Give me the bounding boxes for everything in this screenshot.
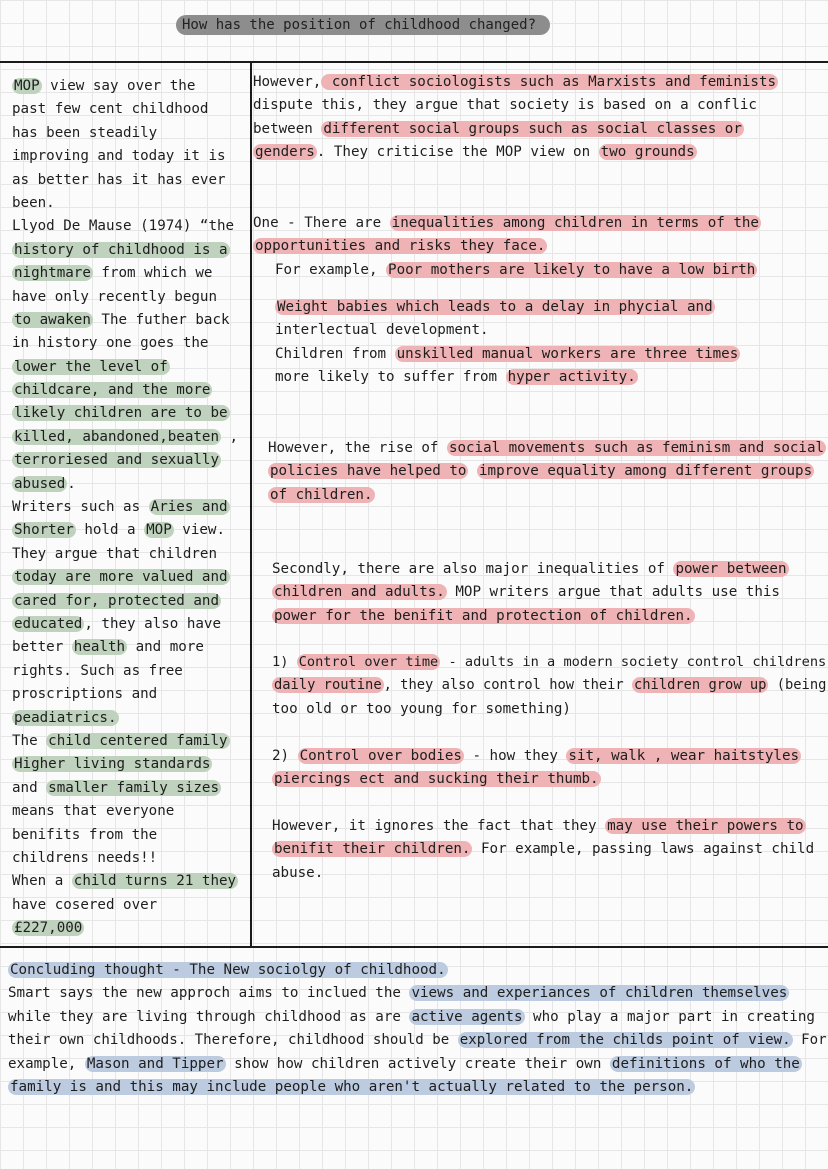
highlighted-text: may use their powers to — [607, 818, 804, 834]
right-column-line — [275, 366, 828, 389]
highlighted-text: explored from the childs point of view. — [459, 1032, 791, 1049]
text-segment: more likely to suffer from — [275, 369, 506, 386]
conclusion-section — [8, 959, 827, 1099]
highlighted-text: children and adults. — [274, 584, 445, 601]
left-column-line — [12, 847, 248, 870]
right-column-line — [272, 768, 828, 791]
left-column-line — [12, 519, 248, 542]
right-column-line — [253, 141, 828, 164]
left-column-line — [12, 145, 248, 168]
highlighted-text: hyper activity. — [507, 369, 636, 386]
conclusion-line — [8, 1029, 827, 1052]
left-column — [12, 75, 248, 940]
right-column-line — [275, 296, 828, 319]
highlighted-text: terroriesed and sexually — [14, 452, 219, 469]
text-segment: means that everyone — [12, 803, 175, 820]
highlighted-text: piercings ect and sucking their thumb. — [274, 771, 599, 788]
right-column-line — [272, 815, 828, 838]
right-block-1 — [253, 71, 828, 165]
text-segment: show how children actively create their own — [225, 1055, 610, 1072]
highlighted-text: two grounds — [600, 144, 695, 161]
right-block-4 — [275, 296, 828, 390]
highlighted-text: different social groups such as social classes or — [323, 120, 742, 137]
text-segment: rights. Such as free — [12, 662, 183, 679]
text-segment: , they also have — [84, 615, 222, 632]
column-divider — [250, 61, 252, 947]
text-segment: between — [253, 120, 322, 137]
text-segment: interlectual development. — [275, 322, 489, 339]
text-segment: dispute this, they argue that society is based on a conflic — [253, 97, 757, 114]
text-segment: 1) — [272, 654, 297, 670]
left-column-line — [12, 800, 248, 823]
left-column-line — [12, 473, 248, 496]
text-segment: However, it ignores the fact that they — [272, 818, 606, 834]
text-segment: They argue that children — [12, 545, 217, 562]
right-column-line — [253, 94, 828, 117]
text-segment: proscriptions and — [12, 686, 158, 703]
text-segment: example, — [8, 1055, 85, 1072]
highlighted-text: smaller family sizes — [48, 779, 220, 796]
left-column-line — [12, 169, 248, 192]
text-segment — [468, 463, 477, 479]
highlighted-text: sit, walk , wear haitstyles — [568, 748, 800, 764]
right-column-line — [253, 71, 828, 94]
highlighted-text: health — [73, 639, 126, 656]
text-segment: view. — [173, 522, 226, 539]
right-column-line — [272, 838, 828, 861]
text-segment: When a — [12, 873, 72, 890]
highlighted-text: today are more valued and — [14, 569, 228, 586]
left-column-line — [12, 590, 248, 613]
right-column-line — [268, 484, 828, 507]
text-segment: . — [67, 475, 76, 492]
left-column-line — [12, 496, 248, 519]
right-column-line — [253, 235, 828, 258]
text-segment: One - There are — [253, 215, 390, 231]
text-segment: has been steadily — [12, 124, 158, 141]
conclusion-line — [8, 1076, 824, 1099]
highlighted-text: daily routine — [274, 677, 382, 694]
left-column-line — [12, 286, 248, 309]
highlighted-text: children grow up — [633, 677, 767, 694]
text-segment: , they also control how their — [383, 677, 632, 694]
left-column-line — [12, 777, 248, 800]
highlighted-text: abused — [14, 475, 66, 492]
highlighted-text: lower the level of — [14, 358, 168, 375]
text-segment: benifits from the — [12, 826, 158, 843]
highlighted-text: social movements such as feminism and social — [448, 440, 824, 456]
highlighted-text: cared for, protected and — [14, 592, 219, 609]
text-segment: too old or too young for something) — [272, 700, 571, 717]
left-column-line — [12, 566, 248, 589]
text-segment: The futher back — [92, 311, 230, 328]
highlighted-text: MOP — [14, 78, 40, 94]
highlighted-text: MOP — [146, 522, 172, 539]
text-segment: . They criticise the MOP view on — [316, 144, 599, 161]
highlighted-text: educated — [14, 615, 83, 632]
text-segment: Writers such as — [12, 499, 149, 516]
left-column-line — [12, 122, 248, 145]
highlighted-text: child turns 21 they — [73, 873, 237, 890]
right-column-line — [272, 605, 828, 628]
left-column-line — [12, 870, 248, 893]
text-segment: and — [12, 779, 47, 796]
text-segment: Children from — [275, 345, 395, 362]
left-column-line — [12, 917, 248, 940]
text-segment: 2) — [272, 748, 298, 764]
left-column-line — [12, 683, 248, 706]
right-column-line — [275, 259, 828, 282]
top-divider — [0, 61, 828, 63]
text-segment: For example, — [275, 262, 387, 278]
left-column-line — [12, 824, 248, 847]
left-column-line — [12, 215, 248, 238]
highlighted-text: opportunities and risks they face. — [255, 238, 546, 255]
right-block-9 — [272, 815, 828, 885]
highlighted-text: Weight babies which leads to a delay in phycial and — [277, 299, 713, 315]
conclusion-line — [8, 1053, 824, 1076]
text-segment: MOP writers argue that adults use this — [446, 584, 780, 601]
text-segment: better — [12, 639, 72, 656]
highlighted-text: definitions of who the — [611, 1055, 800, 1072]
highlighted-text: Poor mothers are likely to have a low birth — [388, 262, 756, 278]
highlighted-text: history of childhood is a — [14, 241, 228, 258]
left-column-line — [12, 402, 248, 425]
page-title: How has the position of childhood changed? — [176, 15, 550, 35]
right-column-line — [272, 651, 828, 674]
text-segment: Secondly, there are also major inequalities of — [272, 561, 674, 577]
highlighted-text: childcare, and the more — [14, 382, 211, 399]
text-segment: hold a — [75, 522, 145, 539]
highlighted-text: conflict sociologists such as Marxists and feminists — [323, 74, 777, 90]
highlighted-text: Mason and Tipper — [86, 1055, 224, 1072]
left-column-line — [12, 753, 248, 776]
text-segment: improving and today it is — [12, 148, 226, 165]
highlighted-text: views and experiances of children themselves — [411, 985, 788, 1002]
text-segment: - adults in a modern society control childrens — [440, 654, 827, 670]
bottom-divider — [0, 946, 828, 948]
left-column-line — [12, 192, 248, 215]
highlighted-text: child centered family — [48, 732, 228, 749]
text-segment: who play a major part in creating — [524, 1008, 815, 1025]
right-column-line — [272, 558, 828, 581]
highlighted-text: peadiatrics. — [14, 709, 117, 726]
conclusion-line — [8, 982, 824, 1005]
right-block-6 — [272, 558, 828, 628]
text-segment: However, — [253, 74, 322, 90]
left-column-line — [12, 660, 248, 683]
right-column-line — [272, 698, 828, 721]
left-column-line — [12, 239, 248, 262]
right-column-line — [253, 212, 828, 235]
right-column-line — [275, 319, 828, 342]
text-segment: view say over the — [41, 78, 196, 94]
left-column-line — [12, 613, 248, 636]
text-segment: (being — [768, 677, 827, 694]
left-column-line — [12, 262, 248, 285]
text-segment: as better has it has ever — [12, 171, 226, 188]
highlighted-text: inequalities among children in terms of the — [391, 215, 759, 231]
text-segment: Smart says the new approch aims to inclued the — [8, 985, 410, 1002]
text-segment: from which we — [92, 265, 213, 282]
right-column-line — [272, 745, 828, 768]
text-segment: their own childhoods. Therefore, childhood should be — [8, 1032, 458, 1049]
right-column-line — [272, 674, 828, 697]
text-segment: past few cent childhood — [12, 101, 209, 118]
right-block-2 — [253, 212, 828, 259]
highlighted-text: genders — [255, 144, 315, 161]
text-segment: Llyod De Mause (1974) “the — [12, 218, 235, 235]
highlighted-text: to awaken — [14, 311, 91, 328]
left-column-line — [12, 356, 248, 379]
highlighted-text: Higher living standards — [14, 756, 211, 773]
text-segment: childrens needs!! — [12, 849, 158, 866]
conclusion-line — [8, 1006, 824, 1029]
left-column-line — [12, 309, 248, 332]
highlighted-text: unskilled manual workers are three times — [396, 345, 739, 362]
left-column-line — [12, 543, 248, 566]
highlighted-text: nightmare — [14, 265, 91, 282]
text-segment: , — [221, 428, 239, 445]
right-column-line — [272, 581, 828, 604]
highlighted-text: of children. — [270, 486, 373, 503]
highlighted-text: Shorter — [14, 522, 74, 539]
highlighted-text: improve equality among different groups — [479, 463, 813, 480]
text-segment: abuse. — [272, 864, 324, 881]
highlighted-text: Control over bodies — [299, 748, 462, 764]
highlighted-text: benifit their children. — [274, 841, 471, 858]
right-block-3 — [275, 259, 828, 282]
text-segment: have only recently begun — [12, 288, 217, 305]
left-column-line — [12, 75, 248, 98]
right-block-8 — [272, 745, 828, 792]
right-column-line — [275, 343, 828, 366]
text-segment: The — [12, 732, 47, 749]
highlighted-text: power for the benifit and protection of children. — [274, 607, 693, 624]
highlighted-text: Aries and — [150, 499, 228, 516]
left-column-line — [12, 426, 248, 449]
text-segment: been. — [12, 194, 55, 211]
highlighted-text: family is and this may include people who aren't actually related to the person. — [10, 1078, 694, 1095]
highlighted-text: active agents — [411, 1008, 523, 1025]
text-segment: For — [792, 1032, 827, 1049]
left-column-line — [12, 449, 248, 472]
right-block-7 — [272, 651, 828, 721]
highlighted-text: policies have helped to — [270, 463, 467, 480]
left-column-line — [12, 636, 248, 659]
text-segment: - how they — [463, 748, 567, 764]
right-column-line — [272, 862, 828, 885]
right-column-line — [268, 437, 828, 460]
left-column-line — [12, 332, 248, 355]
left-column-line — [12, 730, 248, 753]
left-column-line — [12, 894, 248, 917]
text-segment: while they are living through childhood as are — [8, 1008, 410, 1025]
text-segment: in history one goes the — [12, 335, 209, 352]
text-segment: and more — [127, 639, 204, 656]
right-column-line — [253, 118, 828, 141]
left-column-line — [12, 707, 248, 730]
highlighted-text: likely children are to be — [14, 405, 228, 422]
highlighted-text: killed, abandoned,beaten — [14, 428, 219, 445]
highlighted-text: power between — [675, 561, 787, 577]
right-block-5 — [268, 437, 828, 507]
highlighted-text: Control over time — [298, 654, 439, 670]
left-column-line — [12, 98, 248, 121]
highlighted-text: Concluding thought - The New sociolgy of childhood. — [10, 962, 446, 978]
left-column-line — [12, 379, 248, 402]
text-segment: For example, passing laws against child — [472, 841, 815, 858]
right-column-line — [268, 460, 828, 483]
highlighted-text: £227,000 — [14, 920, 83, 937]
conclusion-line — [8, 959, 824, 982]
text-segment: have cosered over — [12, 896, 158, 913]
text-segment: However, the rise of — [268, 440, 447, 456]
